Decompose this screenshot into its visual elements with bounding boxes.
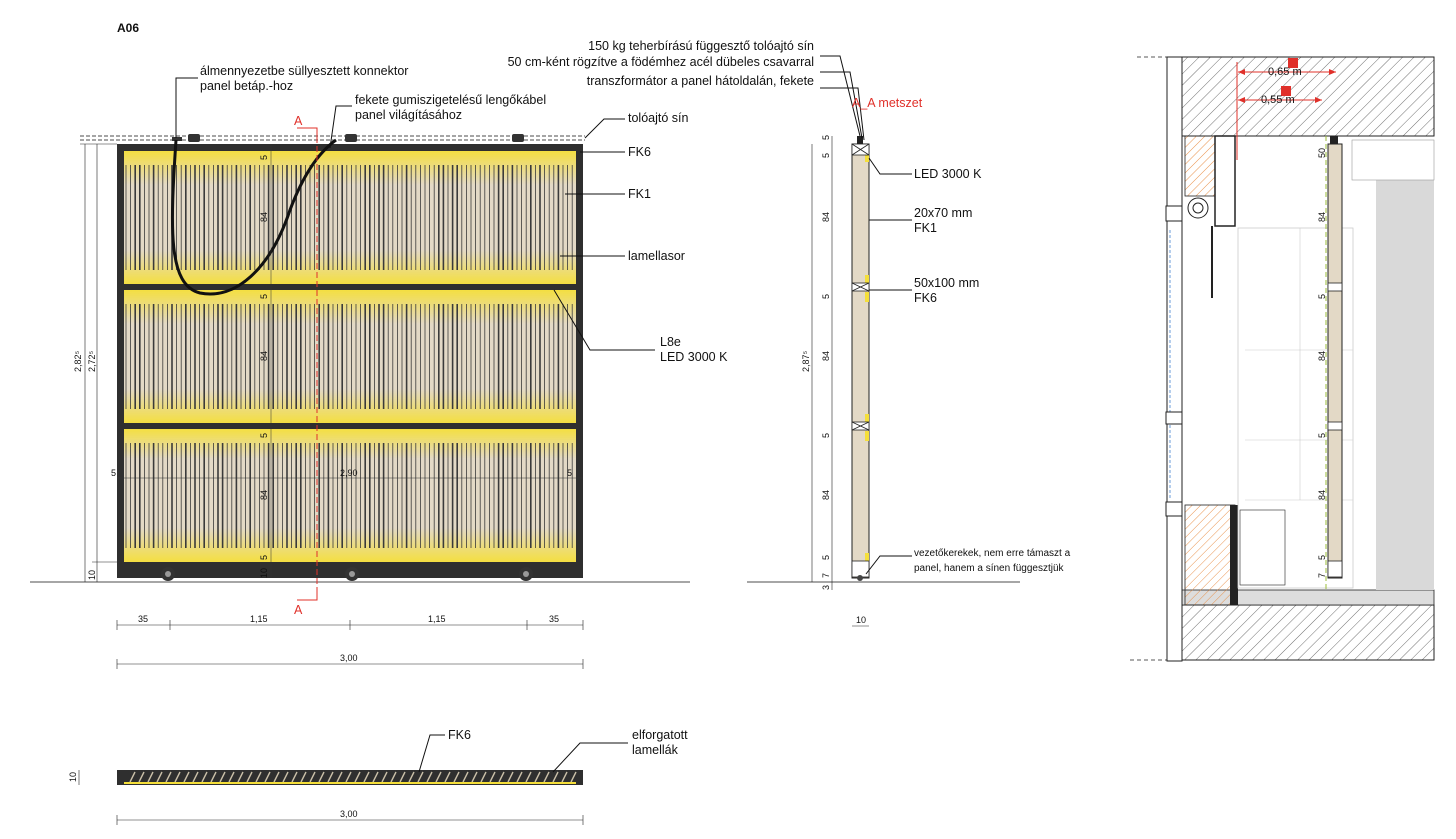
svg-text:lamellasor: lamellasor — [628, 249, 685, 263]
svg-text:A_A metszet: A_A metszet — [852, 96, 923, 110]
svg-text:35: 35 — [549, 614, 560, 624]
lamella-rows — [124, 151, 576, 562]
svg-text:1,15: 1,15 — [428, 614, 446, 624]
svg-text:5: 5 — [1317, 554, 1327, 560]
svg-text:10: 10 — [856, 615, 867, 625]
svg-text:2,87⁵: 2,87⁵ — [801, 350, 811, 372]
svg-text:2,72⁵: 2,72⁵ — [87, 350, 97, 372]
sheet-id: A06 — [117, 21, 140, 35]
svg-text:A: A — [294, 603, 303, 617]
svg-text:84: 84 — [1317, 350, 1327, 361]
svg-text:LED 3000 K: LED 3000 K — [914, 167, 982, 181]
svg-text:84: 84 — [821, 489, 831, 500]
svg-text:5: 5 — [259, 154, 269, 160]
svg-text:lamellák: lamellák — [632, 743, 678, 757]
svg-text:LED 3000 K: LED 3000 K — [660, 350, 728, 364]
svg-text:0,65 m: 0,65 m — [1268, 66, 1302, 78]
svg-text:transzformátor a panel hátolda: transzformátor a panel hátoldalán, fekete — [586, 74, 814, 88]
section-view — [508, 39, 1071, 626]
svg-text:5: 5 — [259, 554, 269, 560]
svg-text:5: 5 — [259, 432, 269, 438]
svg-text:elforgatott: elforgatott — [632, 728, 688, 742]
svg-text:3,00: 3,00 — [340, 653, 358, 663]
svg-text:0,55 m: 0,55 m — [1261, 94, 1295, 106]
svg-text:5: 5 — [821, 134, 831, 140]
svg-text:84: 84 — [259, 489, 269, 500]
svg-text:5: 5 — [821, 152, 831, 158]
horizontal-dims — [117, 614, 583, 669]
svg-text:35: 35 — [138, 614, 149, 624]
svg-text:tolóajtó sín: tolóajtó sín — [628, 111, 689, 125]
svg-text:FK6: FK6 — [628, 145, 651, 159]
svg-text:5: 5 — [259, 293, 269, 299]
svg-text:5: 5 — [821, 293, 831, 299]
svg-text:84: 84 — [259, 211, 269, 222]
svg-text:84: 84 — [821, 350, 831, 361]
svg-text:50x100 mm: 50x100 mm — [914, 276, 980, 290]
svg-text:2,82⁵: 2,82⁵ — [73, 350, 83, 372]
svg-text:5: 5 — [111, 468, 117, 478]
svg-text:FK1: FK1 — [914, 221, 937, 235]
svg-text:84: 84 — [1317, 211, 1327, 222]
plan-view — [68, 728, 688, 825]
building-section — [1130, 57, 1434, 661]
svg-text:7: 7 — [1317, 572, 1327, 578]
svg-text:1,15: 1,15 — [250, 614, 268, 624]
svg-text:2,90: 2,90 — [340, 468, 358, 478]
svg-text:50 cm-ként rögzítve a födémhez: 50 cm-ként rögzítve a födémhez acél dübeles csavarral — [507, 55, 814, 69]
svg-text:3,00: 3,00 — [340, 809, 358, 819]
front-view — [30, 64, 728, 669]
svg-text:10: 10 — [87, 569, 97, 580]
svg-text:fekete gumiszigetelésű lengőká: fekete gumiszigetelésű lengőkábel — [355, 93, 547, 107]
svg-text:10: 10 — [259, 567, 269, 578]
svg-text:150 kg teherbírású függesztő t: 150 kg teherbírású függesztő tolóajtó sín — [588, 39, 814, 53]
svg-text:FK6: FK6 — [914, 291, 937, 305]
svg-text:panel, hanem a sínen függesztj: panel, hanem a sínen függesztjük — [914, 563, 1064, 574]
svg-text:5: 5 — [821, 432, 831, 438]
svg-text:panel betáp.-hoz: panel betáp.-hoz — [200, 79, 294, 93]
rail-hangers — [172, 134, 524, 142]
svg-text:84: 84 — [821, 211, 831, 222]
svg-text:84: 84 — [259, 350, 269, 361]
svg-text:L8e: L8e — [660, 335, 681, 349]
svg-text:3: 3 — [821, 584, 831, 590]
svg-text:A: A — [294, 114, 303, 128]
svg-text:vezetőkerekek, nem erre támasz: vezetőkerekek, nem erre támaszt a — [914, 548, 1071, 559]
svg-text:5: 5 — [567, 468, 573, 478]
svg-text:5: 5 — [1317, 293, 1327, 299]
svg-text:5: 5 — [1317, 432, 1327, 438]
svg-text:panel világításához: panel világításához — [355, 108, 463, 122]
svg-text:5: 5 — [821, 554, 831, 560]
svg-text:FK6: FK6 — [448, 728, 471, 742]
svg-text:50: 50 — [1317, 147, 1327, 158]
svg-text:10: 10 — [68, 771, 78, 782]
svg-text:20x70 mm: 20x70 mm — [914, 206, 973, 220]
svg-text:FK1: FK1 — [628, 187, 651, 201]
svg-text:álmennyezetbe süllyesztett kon: álmennyezetbe süllyesztett konnektor — [200, 64, 409, 78]
svg-text:84: 84 — [1317, 489, 1327, 500]
svg-text:7: 7 — [821, 572, 831, 578]
